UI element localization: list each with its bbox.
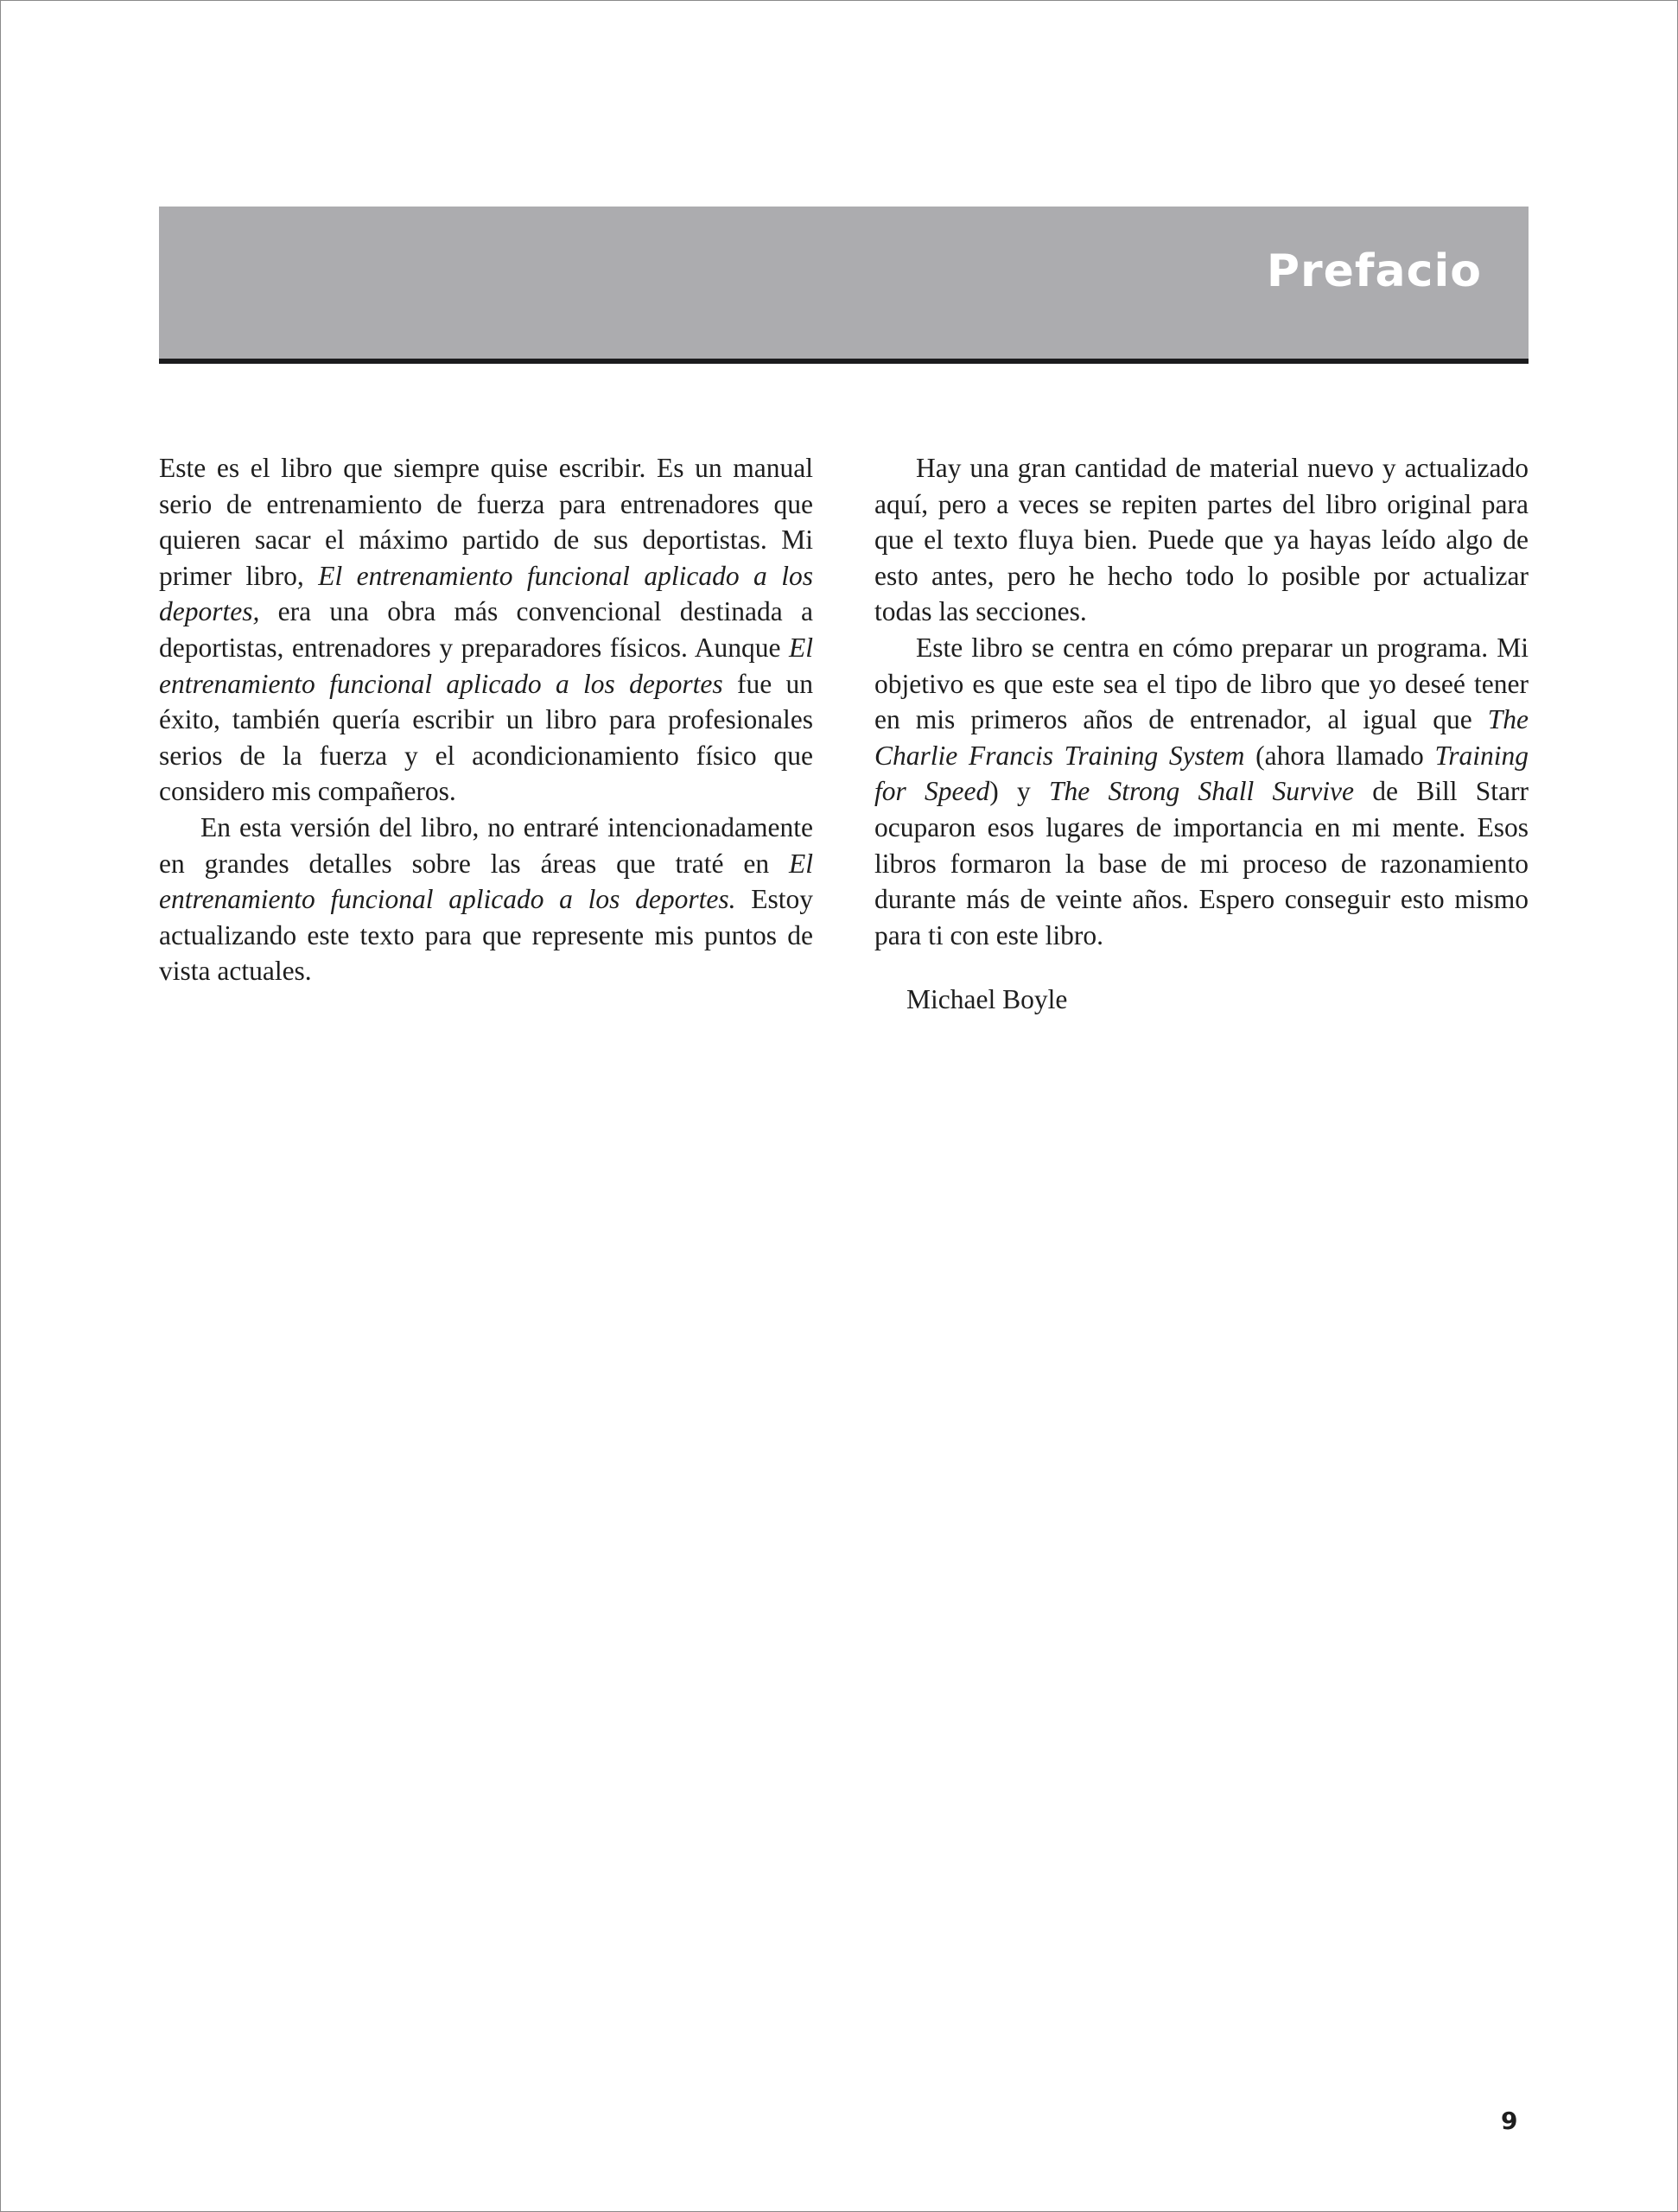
right-paragraph-1: Hay una gran cantidad de material nuevo y actualizado aquí, pero a veces se repiten partes del libro original para que el texto fluya bien. Puede que ya hayas leído algo de esto antes, pero he hecho todo lo posible por actualizar todas las secciones. xyxy=(874,453,1529,627)
right-text-column xyxy=(874,450,1529,1018)
chapter-header-rule xyxy=(159,359,1529,364)
text-run: ) y xyxy=(989,776,1049,807)
right-paragraph-2 xyxy=(874,630,1529,953)
book-title-italic: El entrenamiento funcional aplicado a los deportes xyxy=(159,632,813,699)
text-run: Estoy actualizando este texto para que represente mis puntos de vista actuales. xyxy=(159,884,813,987)
text-run: fue un éxito, también quería escribir un libro para profesionales serios de la fuerza y el acondicionamiento físico que considero mis compañeros. xyxy=(159,668,813,807)
book-title-italic: El entrenamiento funcional aplicado a los deportes. xyxy=(159,848,813,915)
book-title-italic: The Charlie Francis Training System xyxy=(874,704,1529,771)
text-run: Este libro se centra en cómo preparar un programa. Mi objetivo es que este sea el tipo de libro que yo deseé tener en mis primeros años de entrenador, al igual que xyxy=(874,632,1529,735)
left-paragraph-1 xyxy=(159,450,813,810)
book-title-italic: The Strong Shall Survive xyxy=(1048,776,1355,807)
book-title-italic: El entrenamiento funcional aplicado a los deportes, xyxy=(159,560,813,627)
left-paragraph-2 xyxy=(159,810,813,989)
book-title-italic: Training for Speed xyxy=(874,740,1529,807)
text-run: Este es el libro que siempre quise escribir. Es un manual serio de entrenamiento de fuerza para entrenadores que quieren sacar el máximo partido de sus deportistas. Mi primer libro, xyxy=(159,453,813,591)
text-run: En esta versión del libro, no entraré intencionadamente en grandes detalles sobre las áreas que traté en xyxy=(159,811,813,879)
text-run: de Bill Starr ocuparon esos lugares de importancia en mi mente. Esos libros formaron la base de mi proceso de razonamiento durante más de veinte años. Espero conseguir esto mismo para ti con este libro. xyxy=(874,776,1529,950)
left-text-column xyxy=(159,450,813,989)
text-run: era una obra más convencional destinada a deportistas, entrenadores y preparadores físicos. Aunque xyxy=(159,596,813,663)
page-number: 9 xyxy=(1501,2107,1518,2135)
text-run: (ahora llamado xyxy=(1244,740,1435,771)
chapter-title: Prefacio xyxy=(1266,245,1482,297)
author-signature: Michael Boyle xyxy=(906,984,1068,1015)
